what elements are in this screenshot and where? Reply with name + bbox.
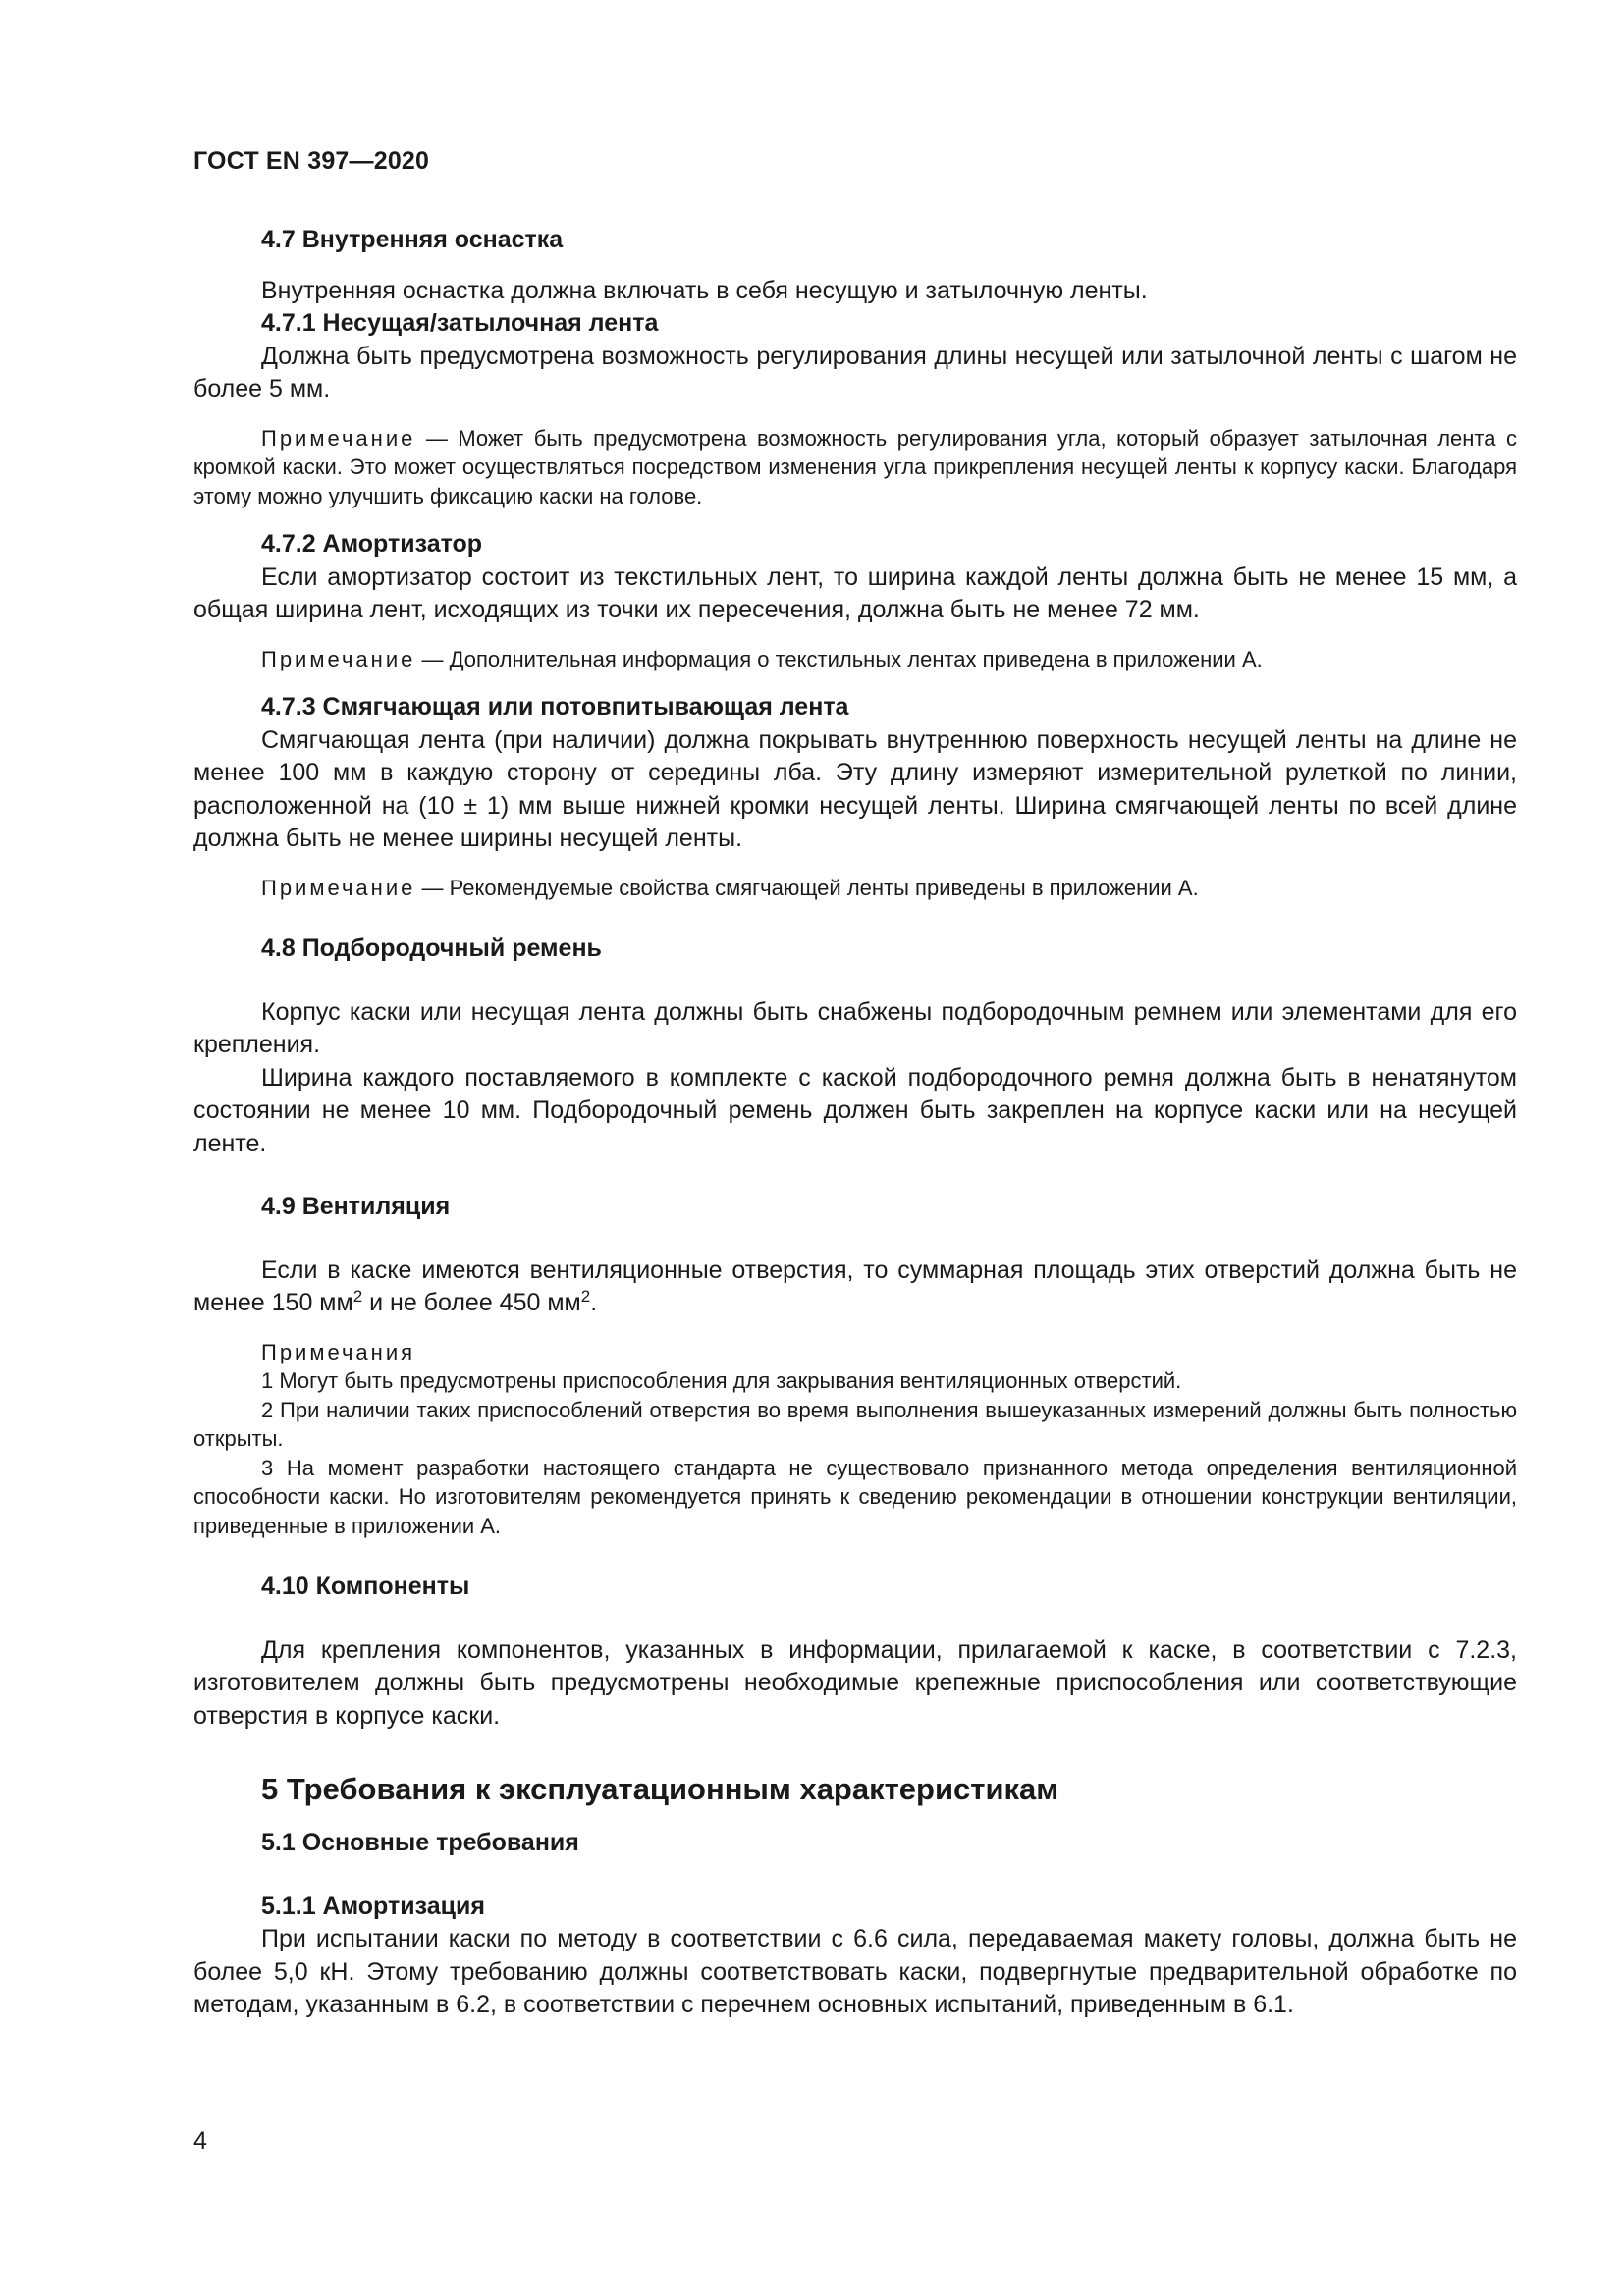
note-text: — Может быть предусмотрена возможность регулирования угла, который образует затылочная лента с кромкой каски. Это может осуществляться посредством изменения угла прикрепления несущей ленты к корпусу каски. Благодаря этому можно улучшить фиксацию каски на голове. bbox=[193, 425, 1517, 508]
superscript-squared: 2 bbox=[580, 1287, 591, 1306]
superscript-squared: 2 bbox=[352, 1287, 363, 1306]
section-5-1-title: 5.1 Основные требования bbox=[261, 1829, 579, 1856]
note-label: Примечание bbox=[261, 646, 416, 671]
section-4-7-3-note bbox=[193, 874, 1517, 903]
document-page bbox=[193, 0, 1517, 2296]
section-4-9-note-3: 3 На момент разработки настоящего стандарта не существовало признанного метода определения вентиляционной способности каски. Но изготовителям рекомендуется принять к сведению рекомендации в отношении конструкции вентиляции, приведенные в приложении А. bbox=[193, 1455, 1517, 1538]
section-5-1-1-title: 5.1.1 Амортизация bbox=[261, 1892, 485, 1920]
ventilation-text-b: и не более 450 мм bbox=[362, 1289, 581, 1316]
note-label: Примечание bbox=[261, 875, 416, 900]
section-4-9-note-2: 2 При наличии таких приспособлений отверстия во время выполнения вышеуказанных измерений должны быть полностью открыты. bbox=[193, 1397, 1517, 1451]
page-content bbox=[193, 224, 1517, 2022]
section-4-7-1-title: 4.7.1 Несущая/затылочная лента bbox=[261, 309, 659, 337]
section-4-9-paragraph bbox=[193, 1255, 1517, 1320]
section-4-9-note-1: 1 Могут быть предусмотрены приспособления для закрывания вентиляционных отверстий. bbox=[261, 1368, 1182, 1393]
section-4-7-paragraph: Внутренняя оснастка должна включать в себя несущую и затылочную ленты. bbox=[261, 276, 1148, 304]
note-text: — Дополнительная информация о текстильных лентах приведена в приложении А. bbox=[415, 646, 1263, 671]
section-5-title: 5 Требования к эксплуатационным характеристикам bbox=[261, 1772, 1059, 1806]
section-4-7-3-title: 4.7.3 Смягчающая или потовпитывающая лента bbox=[261, 693, 849, 721]
section-4-10-title: 4.10 Компоненты bbox=[261, 1573, 470, 1600]
section-4-7-2-note bbox=[193, 645, 1517, 674]
section-4-9-title: 4.9 Вентиляция bbox=[261, 1193, 451, 1220]
note-text: — Рекомендуемые свойства смягчающей ленты приведены в приложении А. bbox=[415, 875, 1199, 900]
section-4-8-paragraph-1: Корпус каски или несущая лента должны быть снабжены подбородочным ремнем или элементами для его крепления. bbox=[193, 997, 1517, 1058]
section-4-8-paragraph-2: Ширина каждого поставляемого в комплекте с каской подбородочного ремня должна быть в ненатянутом состоянии не менее 10 мм. Подбородочный ремень должен быть закреплен на корпусе каски или на несущей ленте. bbox=[193, 1063, 1517, 1157]
note-label: Примечание bbox=[261, 425, 416, 451]
section-4-7-title: 4.7 Внутренняя оснастка bbox=[261, 226, 564, 253]
section-4-10-paragraph: Для крепления компонентов, указанных в информации, прилагаемой к каске, в соответствии с 7.2.3, изготовителем должны быть предусмотрены необходимые крепежные приспособления или соответствующие отверстия в корпусе каски. bbox=[193, 1635, 1517, 1730]
section-4-7-1-paragraph: Должна быть предусмотрена возможность регулирования длины несущей или затылочной ленты с шагом не более 5 мм. bbox=[193, 342, 1517, 402]
section-4-7-2-title: 4.7.2 Амортизатор bbox=[261, 530, 483, 558]
page-number: 4 bbox=[193, 2127, 207, 2155]
section-4-7-1-note bbox=[193, 424, 1517, 511]
section-5-1-1-paragraph: При испытании каски по методу в соответствии с 6.6 сила, передаваемая макету головы, должна быть не более 5,0 кН. Этому требованию должны соответствовать каски, подвергнутые предварительной обработке по методам, указанным в 6.2, в соответствии с перечнем основных испытаний, приведенным в 6.1. bbox=[193, 1925, 1517, 2018]
section-4-7-3-paragraph: Смягчающая лента (при наличии) должна покрывать внутреннюю поверхность несущей ленты на длине не менее 100 мм в каждую сторону от середины лба. Эту длину измеряют измерительной рулеткой по линии, расположенной на (10 ± 1) мм выше нижней кромки несущей ленты. Ширина смягчающей ленты по всей длине должна быть не менее ширины несущей ленты. bbox=[193, 725, 1517, 852]
section-4-7-2-paragraph: Если амортизатор состоит из текстильных лент, то ширина каждой ленты должна быть не менее 15 мм, а общая ширина лент, исходящих из точки их пересечения, должна быть не менее 72 мм. bbox=[193, 562, 1517, 623]
document-code-header: ГОСТ EN 397—2020 bbox=[193, 147, 430, 175]
section-4-8-title: 4.8 Подбородочный ремень bbox=[261, 934, 602, 962]
ventilation-text-a: Если в каске имеются вентиляционные отверстия, то суммарная площадь этих отверстий должна быть не менее 150 мм bbox=[193, 1255, 1517, 1316]
section-4-9-notes-label: Примечания bbox=[261, 1339, 416, 1364]
ventilation-text-c: . bbox=[590, 1289, 598, 1316]
